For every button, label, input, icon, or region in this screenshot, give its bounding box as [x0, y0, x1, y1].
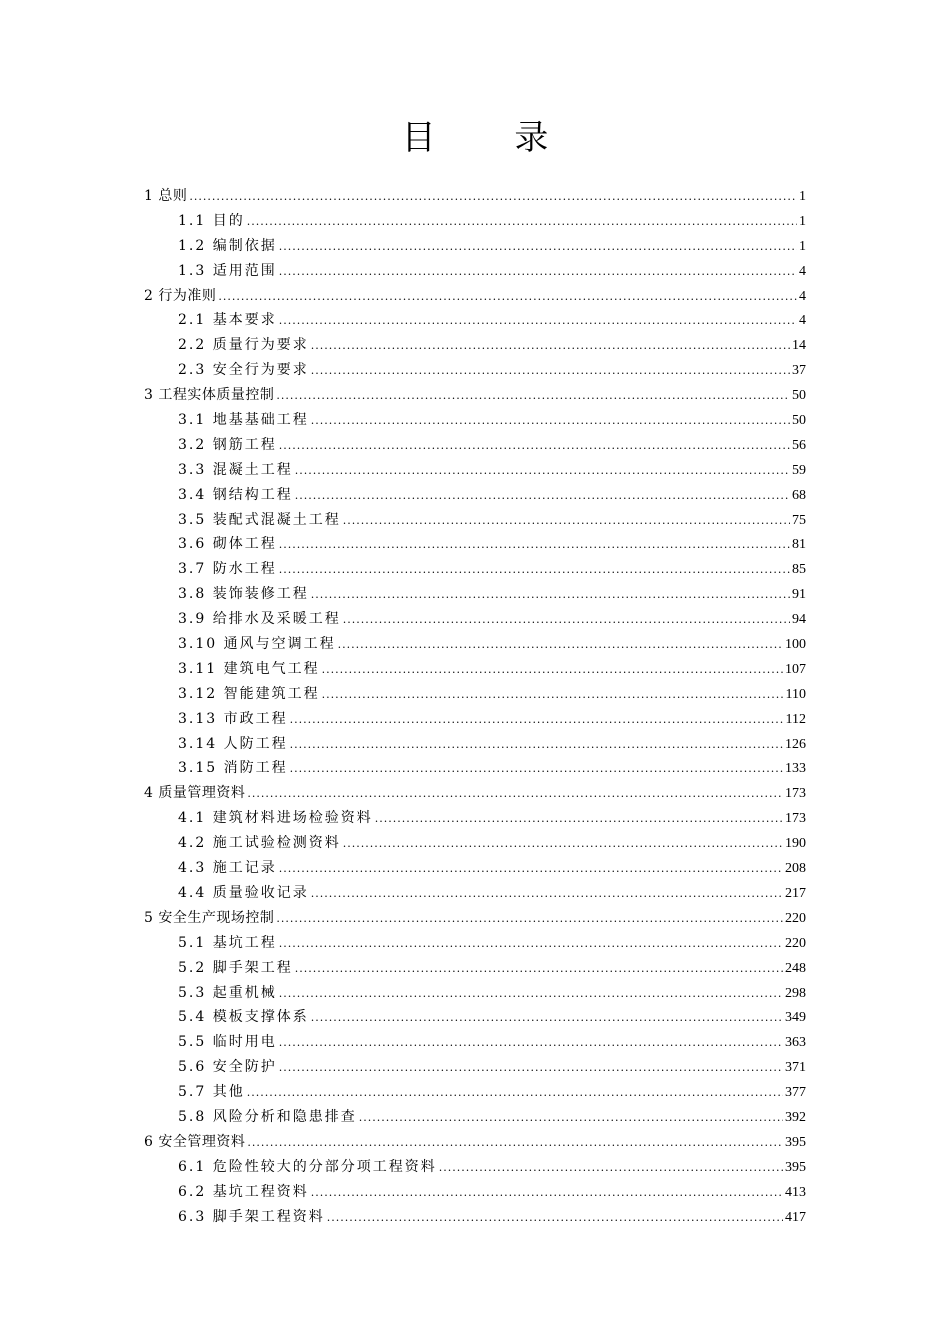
toc-page-number: 50: [792, 413, 806, 429]
toc-page-number: 395: [785, 1159, 806, 1175]
toc-entry-label: 4.1 建筑材料进场检验资料: [178, 810, 373, 827]
toc-dot-leader: [247, 210, 797, 235]
toc-page-number: 4: [799, 288, 806, 304]
toc-page-number: 4: [799, 263, 806, 279]
toc-dot-leader: [322, 658, 783, 683]
toc-dot-leader: [189, 185, 797, 210]
toc-section-entry[interactable]: [144, 1205, 806, 1230]
toc-entry-label: 5.6 安全防护: [178, 1059, 277, 1076]
toc-dot-leader: [279, 434, 790, 459]
toc-dot-leader: [276, 384, 790, 409]
toc-entry-label: 3.11 建筑电气工程: [178, 660, 320, 677]
toc-dot-leader: [439, 1156, 783, 1181]
toc-chapter-entry[interactable]: [144, 184, 806, 209]
toc-page-number: 81: [792, 537, 806, 553]
toc-dot-leader: [279, 1056, 783, 1081]
toc-dot-leader: [290, 733, 783, 758]
toc-entry-label: 3.5 装配式混凝土工程: [178, 511, 341, 528]
toc-chapter-entry[interactable]: [144, 906, 806, 931]
toc-entry-label: 3.7 防水工程: [178, 561, 277, 578]
toc-entry-label: 5.2 脚手架工程: [178, 959, 293, 976]
toc-dot-leader: [279, 857, 783, 882]
toc-dot-leader: [375, 807, 783, 832]
toc-entry-label: 3.14 人防工程: [178, 735, 288, 752]
toc-section-entry[interactable]: [144, 931, 806, 956]
toc-section-entry[interactable]: [144, 1105, 806, 1130]
toc-section-entry[interactable]: [144, 756, 806, 781]
toc-entry-label: 2.1 基本要求: [178, 312, 277, 329]
toc-entry-label: 2 行为准则: [144, 287, 217, 304]
toc-entry-label: 3 工程实体质量控制: [144, 387, 275, 404]
toc-entry-label: 3.6 砌体工程: [178, 536, 277, 553]
toc-page-number: 349: [785, 1010, 806, 1026]
toc-page-number: 56: [792, 437, 806, 453]
toc-section-entry[interactable]: [144, 732, 806, 757]
toc-chapter-entry[interactable]: [144, 383, 806, 408]
toc-page-number: 377: [785, 1085, 806, 1101]
toc-page-number: 1: [799, 213, 806, 229]
toc-dot-leader: [279, 533, 790, 558]
toc-dot-leader: [279, 558, 790, 583]
toc-page-number: 75: [792, 512, 806, 528]
toc-page-number: 1: [799, 238, 806, 254]
toc-dot-leader: [327, 1206, 783, 1231]
toc-dot-leader: [322, 683, 784, 708]
toc-entry-label: 2.2 质量行为要求: [178, 337, 309, 354]
toc-page-number: 68: [792, 487, 806, 503]
toc-dot-leader: [311, 1006, 783, 1031]
toc-entry-label: 6.1 危险性较大的分部分项工程资料: [178, 1158, 437, 1175]
toc-section-entry[interactable]: [144, 209, 806, 234]
toc-page-number: 208: [785, 861, 806, 877]
toc-section-entry[interactable]: [144, 881, 806, 906]
toc-section-entry[interactable]: [144, 557, 806, 582]
toc-dot-leader: [311, 334, 790, 359]
toc-section-entry[interactable]: [144, 657, 806, 682]
toc-entry-label: 4.4 质量验收记录: [178, 884, 309, 901]
toc-section-entry[interactable]: [144, 408, 806, 433]
toc-entry-label: 3.8 装饰装修工程: [178, 586, 309, 603]
toc-page-number: 220: [785, 935, 806, 951]
toc-page-number: 1: [799, 189, 806, 204]
toc-section-entry[interactable]: [144, 508, 806, 533]
toc-entry-label: 3.13 市政工程: [178, 710, 288, 727]
toc-section-entry[interactable]: [144, 632, 806, 657]
toc-page-number: 395: [785, 1134, 806, 1150]
toc-page-number: 413: [785, 1184, 806, 1200]
toc-page-number: 248: [785, 960, 806, 976]
toc-dot-leader: [295, 459, 790, 484]
page-title: 目 录: [401, 118, 583, 158]
toc-entry-label: 5.5 临时用电: [178, 1034, 277, 1051]
toc-dot-leader: [295, 484, 790, 509]
toc-section-entry[interactable]: [144, 806, 806, 831]
toc-entry-label: 4.3 施工记录: [178, 860, 277, 877]
toc-section-entry[interactable]: [144, 856, 806, 881]
toc-dot-leader: [247, 1081, 783, 1106]
toc-entry-label: 1.3 适用范围: [178, 262, 277, 279]
toc-dot-leader: [311, 583, 790, 608]
toc-page-number: 50: [792, 388, 806, 404]
toc-dot-leader: [279, 235, 797, 260]
table-of-contents: [144, 184, 806, 1229]
toc-section-entry[interactable]: [144, 981, 806, 1006]
toc-dot-leader: [359, 1106, 783, 1131]
toc-section-entry[interactable]: [144, 458, 806, 483]
toc-dot-leader: [276, 907, 783, 932]
toc-page-number: 217: [785, 885, 806, 901]
toc-section-entry[interactable]: [144, 358, 806, 383]
toc-dot-leader: [311, 1181, 783, 1206]
toc-dot-leader: [311, 359, 790, 384]
toc-entry-label: 3.3 混凝土工程: [178, 461, 293, 478]
toc-entry-label: 4 质量管理资料: [144, 785, 246, 802]
toc-dot-leader: [295, 957, 783, 982]
toc-dot-leader: [343, 608, 790, 633]
toc-page-number: 4: [799, 313, 806, 329]
toc-entry-label: 5.1 基坑工程: [178, 934, 277, 951]
toc-page-number: 100: [785, 637, 806, 653]
toc-page-number: 85: [792, 562, 806, 578]
toc-dot-leader: [279, 309, 797, 334]
toc-entry-label: 6.2 基坑工程资料: [178, 1183, 309, 1200]
toc-section-entry[interactable]: [144, 433, 806, 458]
toc-entry-label: 3.4 钢结构工程: [178, 486, 293, 503]
toc-entry-label: 3.10 通风与空调工程: [178, 636, 336, 653]
toc-dot-leader: [218, 285, 797, 310]
toc-page-number: 91: [792, 587, 806, 603]
toc-entry-label: 5.8 风险分析和隐患排查: [178, 1108, 357, 1125]
toc-page-number: 173: [785, 811, 806, 827]
toc-chapter-entry[interactable]: [144, 1130, 806, 1155]
toc-section-entry[interactable]: [144, 582, 806, 607]
toc-dot-leader: [279, 982, 783, 1007]
toc-dot-leader: [311, 409, 790, 434]
toc-entry-label: 3.1 地基基础工程: [178, 412, 309, 429]
toc-dot-leader: [338, 633, 783, 658]
toc-entry-label: 3.2 钢筋工程: [178, 436, 277, 453]
toc-page-number: 298: [785, 985, 806, 1001]
toc-section-entry[interactable]: [144, 1080, 806, 1105]
toc-chapter-entry[interactable]: [144, 781, 806, 806]
toc-section-entry[interactable]: [144, 607, 806, 632]
toc-dot-leader: [290, 708, 784, 733]
toc-page-number: 94: [792, 612, 806, 628]
toc-section-entry[interactable]: [144, 259, 806, 284]
toc-entry-label: 3.12 智能建筑工程: [178, 685, 320, 702]
toc-page-number: 110: [785, 686, 806, 702]
toc-dot-leader: [343, 832, 783, 857]
toc-entry-label: 5.3 起重机械: [178, 984, 277, 1001]
toc-dot-leader: [311, 882, 783, 907]
toc-section-entry[interactable]: [144, 1180, 806, 1205]
toc-section-entry[interactable]: [144, 333, 806, 358]
toc-page-number: 126: [785, 736, 806, 752]
toc-section-entry[interactable]: [144, 1005, 806, 1030]
toc-dot-leader: [279, 932, 783, 957]
toc-entry-label: 5.7 其他: [178, 1084, 245, 1101]
toc-page-number: 133: [785, 761, 806, 777]
toc-page-number: 392: [785, 1109, 806, 1125]
toc-dot-leader: [279, 260, 797, 285]
toc-page-number: 14: [792, 338, 806, 354]
toc-entry-label: 5.4 模板支撑体系: [178, 1009, 309, 1026]
toc-page-number: 220: [785, 910, 806, 926]
toc-section-entry[interactable]: [144, 308, 806, 333]
toc-page-number: 59: [792, 462, 806, 478]
toc-section-entry[interactable]: [144, 234, 806, 259]
toc-entry-label: 6.3 脚手架工程资料: [178, 1208, 325, 1225]
toc-dot-leader: [279, 1031, 783, 1056]
toc-section-entry[interactable]: [144, 956, 806, 981]
toc-section-entry[interactable]: [144, 707, 806, 732]
toc-dot-leader: [343, 509, 790, 534]
toc-page-number: 371: [785, 1060, 806, 1076]
toc-section-entry[interactable]: [144, 483, 806, 508]
toc-entry-label: 1 总则: [144, 188, 188, 204]
toc-entry-label: 2.3 安全行为要求: [178, 362, 309, 379]
toc-page-number: 417: [785, 1209, 806, 1225]
toc-dot-leader: [247, 1131, 783, 1156]
toc-entry-label: 5 安全生产现场控制: [144, 909, 275, 926]
toc-page-number: 112: [785, 711, 806, 727]
toc-page-number: 173: [785, 786, 806, 802]
toc-entry-label: 1.1 目的: [178, 212, 245, 229]
toc-page-number: 107: [785, 661, 806, 677]
toc-section-entry[interactable]: [144, 1155, 806, 1180]
toc-entry-label: 4.2 施工试验检测资料: [178, 835, 341, 852]
toc-page-number: 190: [785, 836, 806, 852]
toc-chapter-entry[interactable]: [144, 284, 806, 309]
toc-section-entry[interactable]: [144, 831, 806, 856]
toc-dot-leader: [290, 757, 783, 782]
toc-entry-label: 3.15 消防工程: [178, 760, 288, 777]
toc-entry-label: 1.2 编制依据: [178, 237, 277, 254]
toc-section-entry[interactable]: [144, 532, 806, 557]
toc-page-number: 37: [792, 363, 806, 379]
toc-page-number: 363: [785, 1035, 806, 1051]
toc-section-entry[interactable]: [144, 1030, 806, 1055]
toc-dot-leader: [247, 782, 783, 807]
toc-entry-label: 6 安全管理资料: [144, 1133, 246, 1150]
toc-section-entry[interactable]: [144, 682, 806, 707]
toc-entry-label: 3.9 给排水及采暖工程: [178, 611, 341, 628]
toc-section-entry[interactable]: [144, 1055, 806, 1080]
